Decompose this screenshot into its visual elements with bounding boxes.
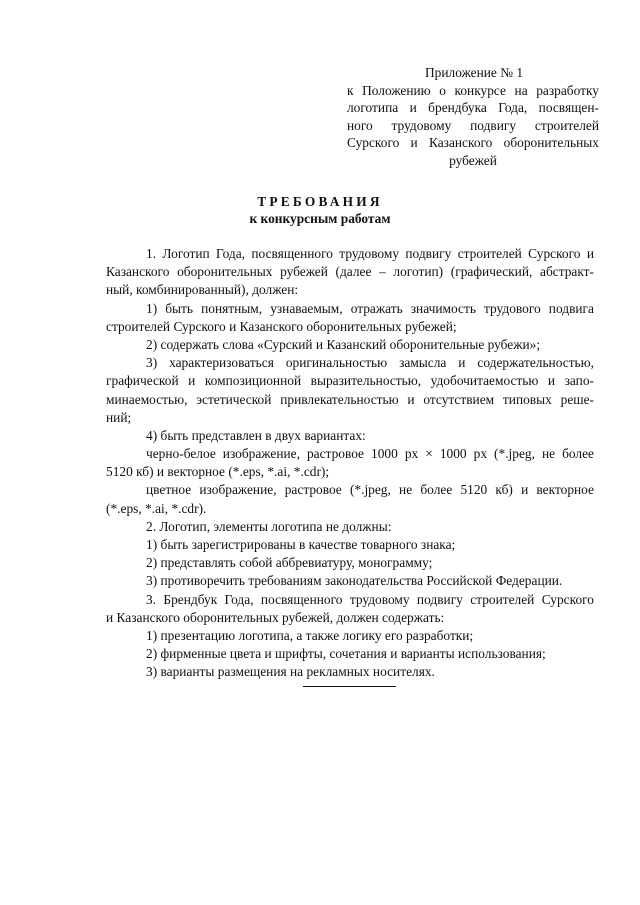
title-heading: ТРЕБОВАНИЯ	[257, 194, 383, 209]
body-line: 5120 кб) и векторное (*.eps, *.ai, *.cdr);	[106, 464, 330, 480]
body-line: 3) характеризоваться оригинальностью замысла и содержательностью,	[146, 355, 594, 371]
appendix-reference	[347, 82, 599, 152]
body-line: 2) представлять собой аббревиатуру, монограмму;	[146, 555, 433, 571]
body-line: графической и композиционной выразительностью, удобочитаемостью и запо-	[106, 373, 594, 389]
body-line: 1. Логотип Года, посвященного трудовому подвигу строителей Сурского и	[146, 246, 594, 261]
body-line: 3. Брендбук Года, посвященного трудовому подвигу строителей Сурского	[146, 591, 594, 607]
body-line: ний;	[106, 409, 132, 425]
body-line: минаемостью, эстетической привлекательностью и отсутствием типовых реше-	[106, 391, 594, 407]
body-line: 3) противоречить требованиям законодательства Российской Федерации.	[146, 573, 563, 589]
document-title	[0, 193, 640, 227]
body-line: строителей Сурского и Казанского оборонительных рубежей;	[106, 318, 457, 334]
appendix-line: Сурского и Казанского оборонительных	[347, 135, 599, 151]
appendix-line: к Положению о конкурсе на разработку	[347, 82, 599, 98]
appendix-header	[347, 64, 599, 170]
body-line: 1) быть понятным, узнаваемым, отражать значимость трудового подвига	[146, 300, 594, 316]
appendix-line: ного трудовому подвигу строителей	[347, 117, 599, 133]
body-line: 4) быть представлен в двух вариантах:	[146, 427, 366, 443]
appendix-line-last: рубежей	[449, 152, 497, 168]
body-line: (*.eps, *.ai, *.cdr).	[106, 500, 207, 516]
body-line: 2) содержать слова «Сурский и Казанский оборонительные рубежи»;	[146, 336, 541, 352]
body-line: 2. Логотип, элементы логотипа не должны:	[146, 518, 392, 534]
body-line: ный, комбинированный), должен:	[106, 282, 299, 298]
body-line: цветное изображение, растровое (*.jpeg, не более 5120 кб) и векторное	[146, 482, 594, 498]
body-line: 1) быть зарегистрированы в качестве товарного знака;	[146, 537, 456, 552]
appendix-line: логотипа и брендбука Года, посвящен-	[347, 100, 599, 116]
body-line: черно-белое изображение, растровое 1000 px × 1000 px (*.jpeg, не более	[146, 446, 594, 462]
appendix-number: Приложение № 1	[425, 65, 524, 80]
document-body	[106, 245, 594, 682]
body-line: 2) фирменные цвета и шрифты, сочетания и варианты использования;	[146, 646, 546, 662]
body-line: Казанского оборонительных рубежей (далее – логотип) (графический, абстракт-	[106, 264, 594, 280]
title-subheading: к конкурсным работам	[249, 211, 391, 226]
body-line: 1) презентацию логотипа, а также логику его разработки;	[146, 627, 474, 643]
body-line: и Казанского оборонительных рубежей, должен содержать:	[106, 609, 445, 625]
end-divider	[303, 686, 396, 687]
body-line: 3) варианты размещения на рекламных носителях.	[146, 664, 435, 680]
